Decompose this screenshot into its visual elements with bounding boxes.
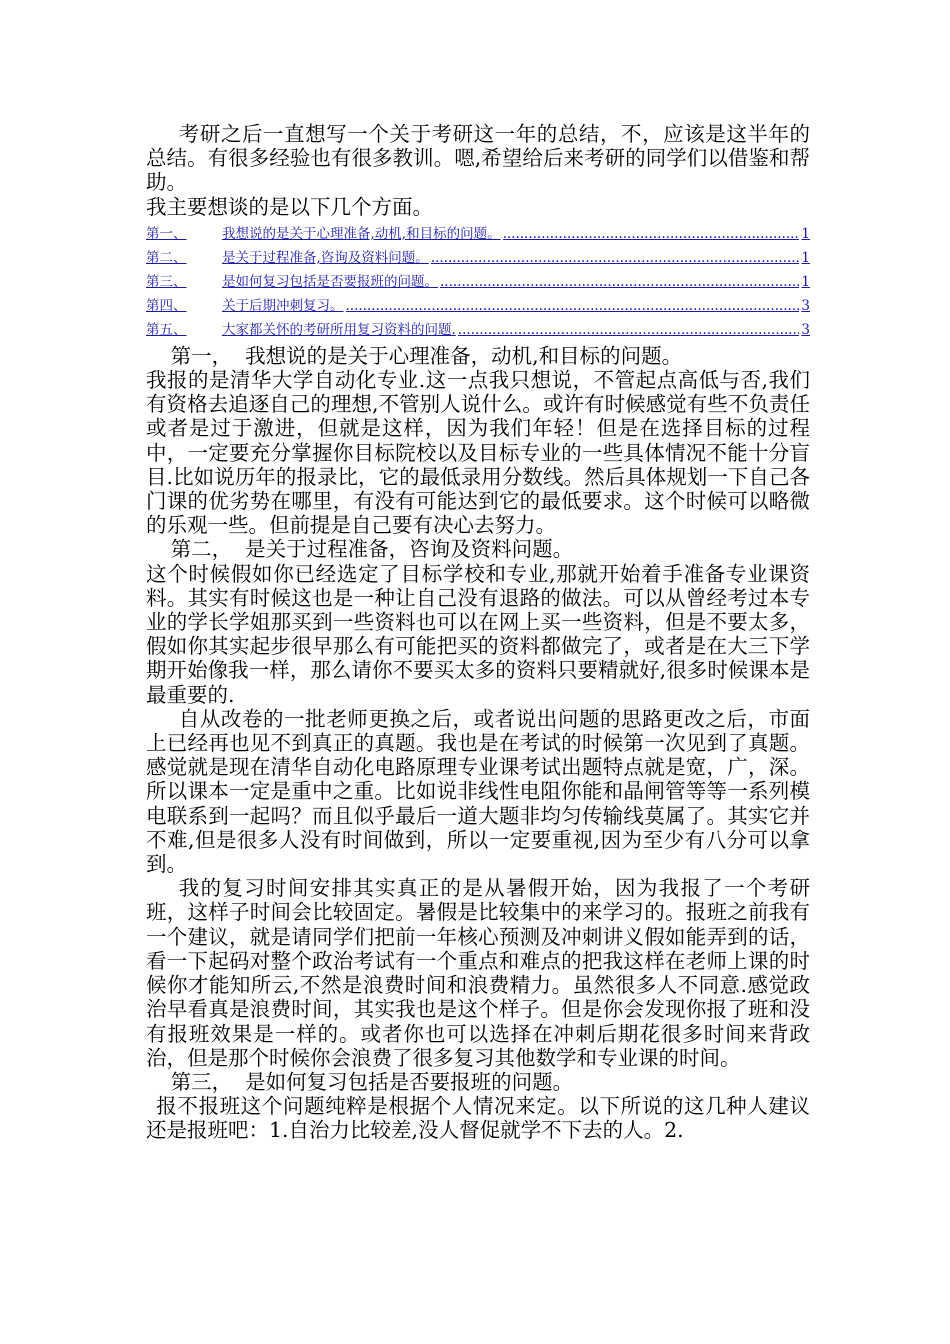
toc-page-number: 1 <box>801 249 810 266</box>
toc-item-4[interactable] <box>146 294 810 318</box>
toc-title: 我想说的是关于心理准备,动机,和目标的问题。 <box>222 225 501 242</box>
toc-page-number: 1 <box>801 225 810 242</box>
toc-page-number: 1 <box>801 273 810 290</box>
document-page <box>146 122 810 1143</box>
toc-item-5[interactable] <box>146 318 810 342</box>
toc-title: 是如何复习包括是否要报班的问题。 <box>222 273 438 290</box>
toc-leader-dots <box>346 294 800 318</box>
toc-item-1[interactable] <box>146 222 810 246</box>
section-1-body: 我报的是清华大学自动化专业.这一点我只想说，不管起点高低与否,我们有资格去追逐自己的理想,不管别人说什么。或许有时候感觉有些不负责任或者是过于激进，但就是这样，因为我们年轻！但是在选择目标的过程中，一定要充分掌握你目标院校以及目标专业的一些具体情况不能十分盲目.比如说历年的报录比，它的最低录用分数线。然后具体规划一下自己各门课的优劣势在哪里，有没有可能达到它的最低要求。这个时候可以略微的乐观一些。但前提是自己要有决心去努力。 <box>146 368 810 538</box>
section-2-body-exam: 自从改卷的一批老师更换之后，或者说出问题的思路更改之后，市面上已经再也见不到真正的真题。我也是在考试的时候第一次见到了真题。感觉就是现在清华自动化电路原理专业课考试出题特点就是宽，广，深。所以课本一定是重中之重。比如说非线性电阻你能和晶闸管等等一系列模电联系到一起吗？而且似乎最后一道大题非均匀传输线莫属了。其实它并不难,但是很多人没有时间做到，所以一定要重视,因为至少有八分可以拿到。 <box>146 706 810 877</box>
toc-item-2[interactable] <box>146 246 810 270</box>
toc-number: 第二、 <box>146 249 187 266</box>
toc-page-number: 3 <box>801 297 810 314</box>
toc-title: 关于后期冲刺复习。 <box>222 297 344 314</box>
toc-number: 第四、 <box>146 297 187 314</box>
section-2-heading: 第二， 是关于过程准备，咨询及资料问题。 <box>170 537 574 562</box>
intro-topics-line: 我主要想谈的是以下几个方面。 <box>146 194 433 219</box>
toc-number: 第一、 <box>146 225 187 242</box>
section-2-body-schedule: 我的复习时间安排其实真正的是从暑假开始，因为我报了一个考研班，这样子时间会比较固定。暑假是比较集中的来学习的。报班之前我有一个建议，就是请同学们把前一年核心预测及冲刺讲义假如能弄到的话，看一下起码对整个政治考试有一个重点和难点的把我这样在老师上课的时候你才能知所云,不然是浪费时间和浪费精力。虽然很多人不同意.感觉政治早看真是浪费时间，其实我也是这个样子。但是你会发现你报了班和没有报班效果是一样的。或者你也可以选择在冲刺后期花很多时间来背政治，但是那个时候你会浪费了很多复习其他数学和专业课的时间。 <box>146 876 810 1070</box>
toc-page-number: 3 <box>801 321 810 338</box>
toc-leader-dots <box>503 222 800 246</box>
section-1-heading: 第一， 我想说的是关于心理准备，动机,和目标的问题。 <box>170 343 683 368</box>
table-of-contents <box>146 222 810 342</box>
toc-item-3[interactable] <box>146 270 810 294</box>
toc-leader-dots <box>458 318 800 342</box>
toc-leader-dots <box>440 270 799 294</box>
section-3-heading: 第三， 是如何复习包括是否要报班的问题。 <box>170 1069 574 1094</box>
section-3-body: 报不报班这个问题纯粹是根据个人情况来定。以下所说的这几种人建议还是报班吧：1.自治力比较差,没人督促就学不下去的人。2. <box>146 1094 810 1143</box>
toc-title: 是关于过程准备,咨询及资料问题。 <box>222 249 429 266</box>
section-2-body: 这个时候假如你已经选定了目标学校和专业,那就开始着手准备专业课资料。其实有时候这也是一种让自己没有退路的做法。可以从曾经考过本专业的学长学姐那买到一些资料也可以在网上买一些资料，但是不要太多，假如你其实起步很早那么有可能把买的资料都做完了，或者是在大三下学期开始像我一样，那么请你不要买太多的资料只要精就好,很多时候课本是最重要的. <box>146 561 810 707</box>
toc-number: 第五、 <box>146 321 187 338</box>
intro-paragraph: 考研之后一直想写一个关于考研这一年的总结，不，应该是这半年的总结。有很多经验也有很多教训。嗯,希望给后来考研的同学们以借鉴和帮助。 <box>146 122 810 195</box>
toc-title: 大家都关怀的考研所用复习资料的问题. <box>222 321 456 338</box>
toc-number: 第三、 <box>146 273 187 290</box>
toc-leader-dots <box>431 246 800 270</box>
